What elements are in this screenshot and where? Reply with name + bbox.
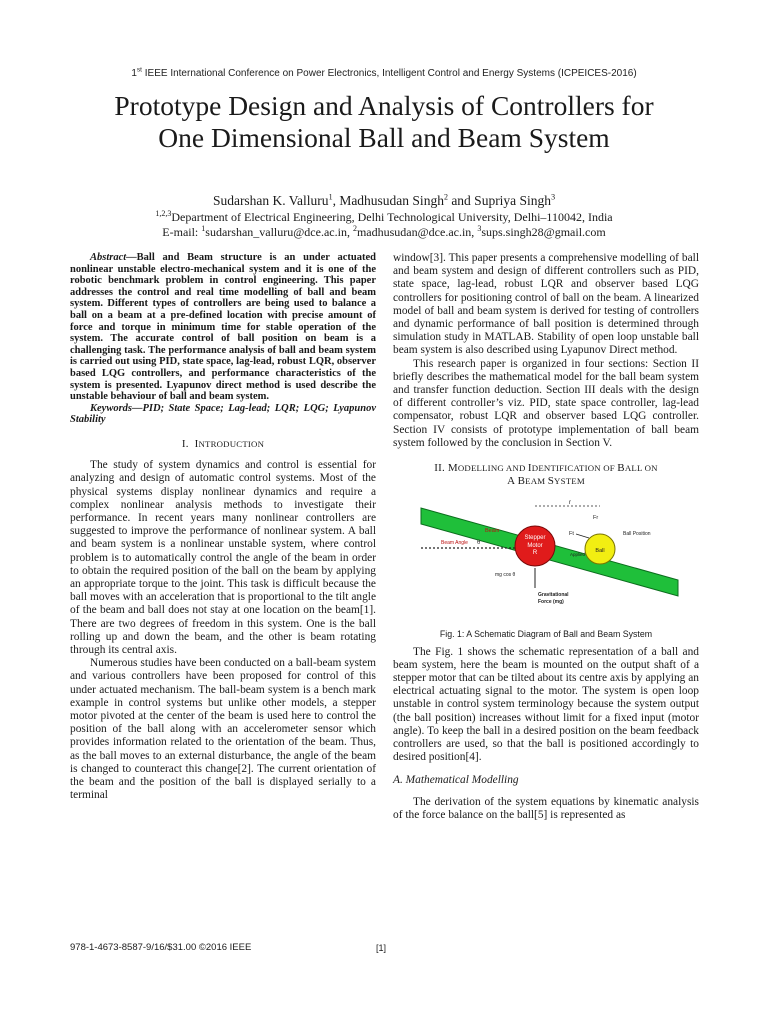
subsection-heading-mathematical-modelling: A. Mathematical Modelling	[393, 774, 519, 787]
keywords: Keywords—PID; State Space; Lag-lead; LQR; LQG; Lyapunov Stability	[70, 402, 376, 426]
applied-label: Applied	[570, 552, 586, 558]
right-paragraph-1: window[3]. This paper presents a comprehensive modelling of ball and beam system and design of different controllers such as PID, state space, lag-lead, robust LQR and observer based LQG controllers for positioning control of ball on the beam. A linearized model of ball and beam system is derived for testing of controllers and dynamic performance of ball position is determined through simulation study in MATLAB. Stability of open loop unstable ball beam system is also described using Lyapunov Direct method.	[393, 252, 699, 357]
ball-position-label: Ball Position	[623, 531, 651, 538]
r-label: r	[569, 500, 571, 507]
conference-header: 1st IEEE International Conference on Power Electronics, Intelligent Control and Energy Systems (ICPEICES-2016)	[131, 66, 637, 79]
ft-arrow	[576, 534, 589, 538]
abstract: Abstract—Ball and Beam structure is an under actuated nonlinear unstable electro-mechanical system and it is one of the robotic benchmark problem in control engineering. This paper addresses the control and real time modelling of ball and beam system. Different types of controllers are being used to balance a ball on a beam at a pre-defined location with precise amount of force and torque in minimum time for stable operation of the system. The accurate control of ball position on beam is a challenging task. The performance analysis of ball and beam system is carried out using PID, state space, lag-lead, robust LQR, observer based LQG controllers, and performance characteristics of the system is presented. Lyapunov direct method is used describe the unstable behaviour of ball and beam system.	[70, 252, 376, 403]
ft-label: Ft	[569, 531, 574, 538]
author-list: Sudarshan K. Valluru$^1$, Madhusudan Singh$^2$ and Supriya Singh$^3$	[212, 192, 556, 208]
affiliation: $^{1,2,3}$Department of Electrical Engineering, Delhi Technological University, Delhi–110042, India	[155, 209, 613, 224]
footer-isbn: 978-1-4673-8587-9/16/$31.00 ©2016 IEEE	[70, 942, 252, 953]
beam-label: Beam	[485, 528, 500, 535]
gravitational-label-line2: Force (mg)	[538, 599, 564, 606]
section-heading-modelling: II. MODELLING AND IDENTIFICATION OF BALL ON A BEAM SYSTEM	[434, 462, 658, 488]
motor-label-line3: R	[532, 550, 538, 557]
author-emails: E-mail: $^1$sudarshan_valluru@dce.ac.in, $^2$madhusudan@dce.ac.in, $^3$sups.singh28@gmail.com	[162, 224, 606, 239]
beam-angle-label: Beam Angle	[441, 540, 468, 547]
left-column	[70, 252, 376, 802]
right-paragraph-2: This research paper is organized in four sections: Section II briefly describes the mathematical model for the ball beam system and transfer function deduction. Section III deals with the design of different controller’s viz. PID, state space controller, lag-lead compensator, robust LQR and observer based LQG controller. Section IV consists of prototype implementation of ball beam system followed by the conclusion in Section V.	[393, 357, 699, 449]
ball-beam-figure	[393, 496, 699, 626]
fr-label: Fr	[593, 515, 599, 522]
paper-title	[40, 90, 728, 154]
ball-beam-diagram	[393, 496, 699, 626]
section-heading-introduction: I. INTRODUCTION	[181, 437, 265, 450]
gravitational-label-line1: Gravitational	[538, 592, 569, 599]
intro-paragraph-1: The study of system dynamics and control is essential for analyzing and design of automatic control systems. Most of the physical systems display nonlinear dynamics and require a complex nonlinear analysis methods to investigate their performance. In recent years many nonlinear controllers are suggested to improve the performance of nonlinear system. A ball and beam system is a nonlinear unstable system, where control problem is to automatically control the angle of the beam in order to obtain the required position of the ball on the beam by applying an appropriate torque to the joint. This task is difficult because the ball moves with an acceleration that is proportional to the tilt angle of the beam and ball does not stay at one location on the beam[1]. There are two degrees of freedom in this system. One is the ball rolling up and down the beam, and the other is beam rotating through its central axis.	[70, 459, 376, 656]
footer-page-number: [1]	[376, 943, 387, 953]
mg-cos-theta-label: mg cos θ	[495, 572, 516, 579]
intro-paragraph-2: Numerous studies have been conducted on a ball-beam system and various controllers have been proposed for control of this under actuated mechanism. The ball-beam system is a bench mark example in control systems but unlike other models, a stepper motor pivoted at the center of the beam is used here to control the position of the ball along with an accelerometer sensor which provides information related to the orientation of the beam. Thus, as the ball moves to an external disturbance, the angle of the beam is changed to counteract this change[2]. The current orientation of the beam and the position of the ball is displayed serially to a terminal	[70, 657, 376, 802]
motor-label-line2: Motor	[527, 543, 543, 550]
ball-label: Ball	[595, 548, 605, 555]
right-paragraph-4: The derivation of the system equations by kinematic analysis of the force balance on the ball[5] is represented as	[393, 795, 699, 821]
title-line-2: One Dimensional Ball and Beam System	[158, 122, 610, 153]
right-column	[393, 252, 699, 822]
title-line-1: Prototype Design and Analysis of Controllers for	[114, 90, 654, 121]
theta-label: θ	[477, 540, 481, 547]
figure-caption: Fig. 1: A Schematic Diagram of Ball and Beam System	[439, 629, 653, 640]
motor-label-line1: Stepper	[524, 535, 546, 542]
right-paragraph-3: The Fig. 1 shows the schematic representation of a ball and beam system, here the beam is mounted on the output shaft of a stepper motor that can be tilted about its centre axis by applying an electrical actuating signal to the motor. The system is open loop unstable in control system terminology because the system output (the ball position) increases without limit for a fixed input (motor angle). To keep the ball in a desired position on the beam feedback controllers are used, so that the ball is positioned accordingly to desired position[4].	[393, 645, 699, 764]
